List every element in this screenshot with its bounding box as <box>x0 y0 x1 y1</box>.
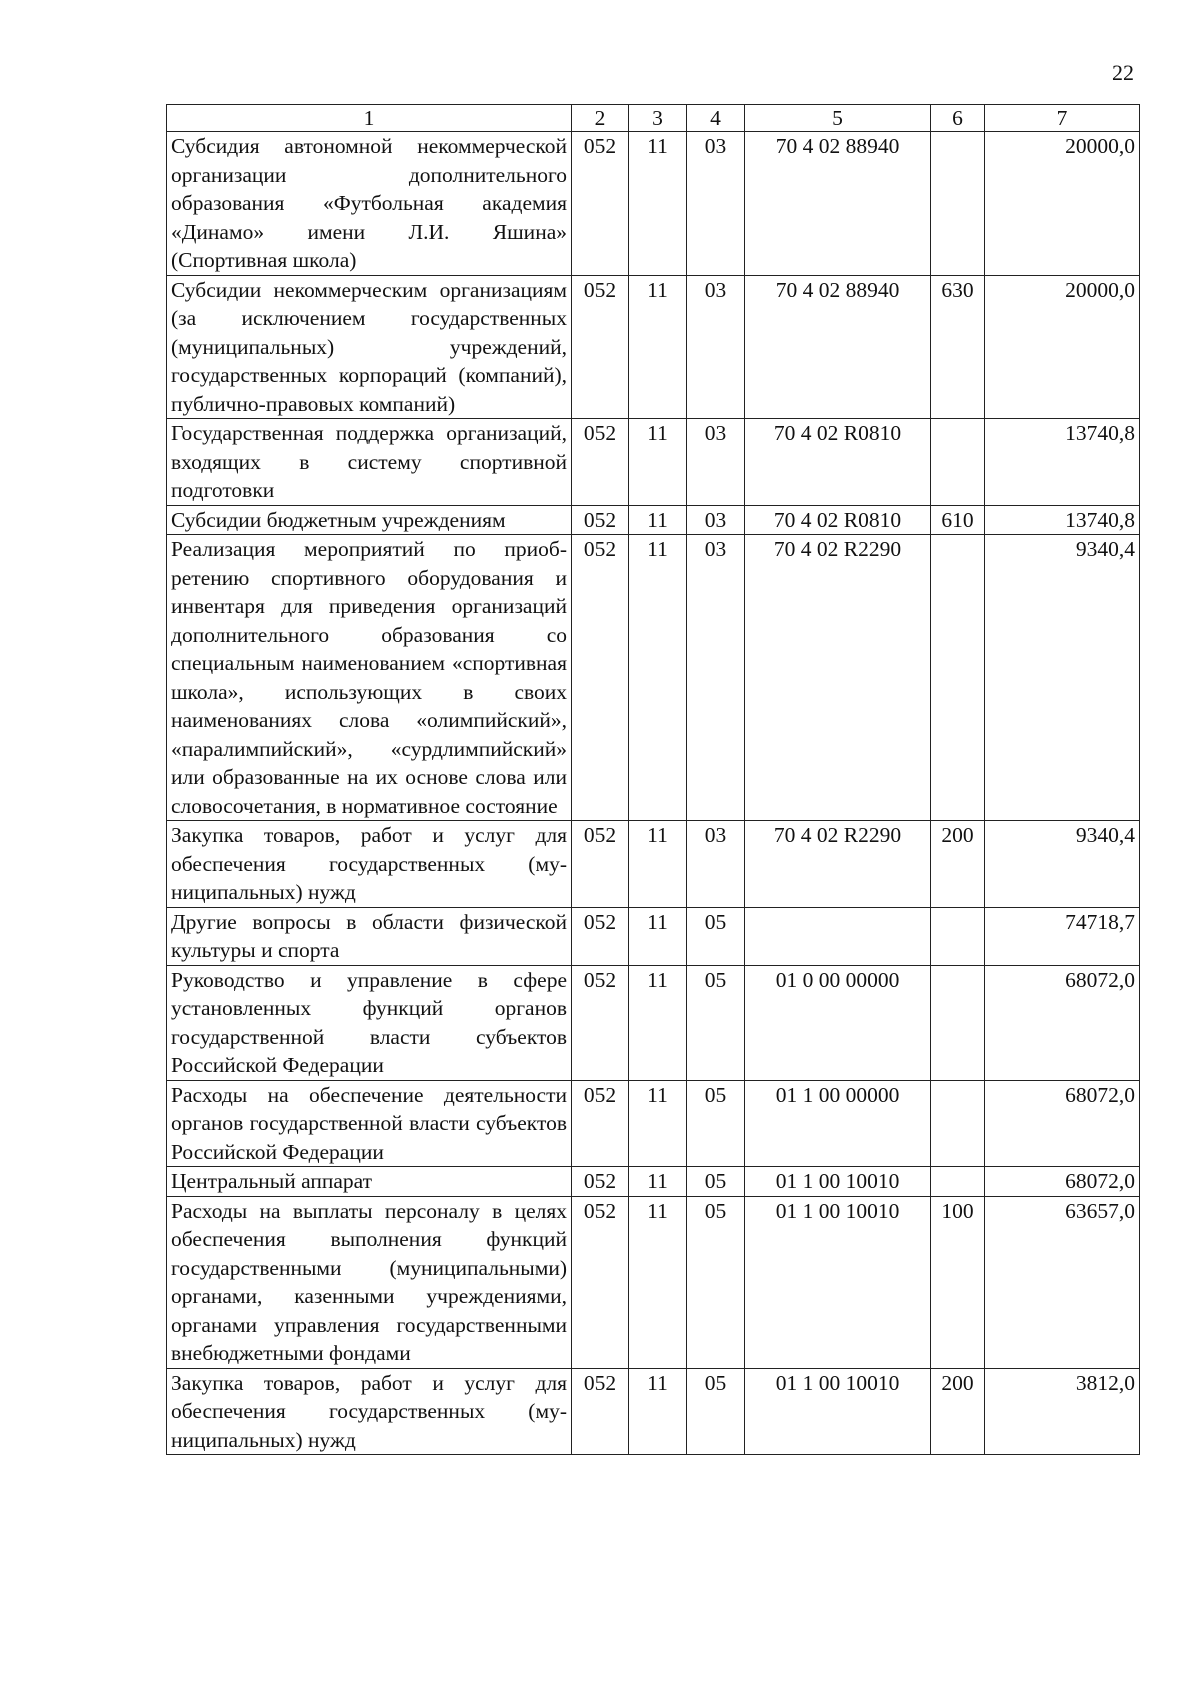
row-pr: 03 <box>687 132 745 276</box>
header-row <box>167 105 1140 132</box>
row-pr: 03 <box>687 505 745 535</box>
row-grbs: 052 <box>572 907 629 965</box>
row-rz: 11 <box>629 535 687 821</box>
row-grbs: 052 <box>572 505 629 535</box>
row-rz: 11 <box>629 275 687 419</box>
row-csr: 01 0 00 00000 <box>745 965 931 1080</box>
row-name: Субсидии бюджетным учреждениям <box>167 505 572 535</box>
row-csr: 70 4 02 88940 <box>745 275 931 419</box>
row-vr <box>931 535 985 821</box>
row-name: Расходы на выплаты персоналу в целях обеспечения выполнения функций государственными (муниципальными) органами, казенными учреждениями, органами управления государственными внебюджетными фондами <box>167 1196 572 1368</box>
row-grbs: 052 <box>572 419 629 506</box>
row-pr: 05 <box>687 1368 745 1455</box>
row-sum: 9340,4 <box>985 535 1140 821</box>
row-vr: 200 <box>931 1368 985 1455</box>
row-pr: 05 <box>687 1196 745 1368</box>
budget-table <box>166 104 1140 1455</box>
row-sum: 3812,0 <box>985 1368 1140 1455</box>
row-rz: 11 <box>629 907 687 965</box>
column-header: 7 <box>985 105 1140 132</box>
row-sum: 74718,7 <box>985 907 1140 965</box>
row-name: Центральный аппарат <box>167 1167 572 1197</box>
column-header: 3 <box>629 105 687 132</box>
row-pr: 03 <box>687 821 745 908</box>
row-csr: 01 1 00 00000 <box>745 1080 931 1167</box>
row-rz: 11 <box>629 965 687 1080</box>
table-row <box>167 535 1140 821</box>
row-rz: 11 <box>629 505 687 535</box>
column-header: 6 <box>931 105 985 132</box>
row-pr: 05 <box>687 1167 745 1197</box>
row-rz: 11 <box>629 821 687 908</box>
row-name: Государственная поддержка организаций, входящих в систему спортивной подготовки <box>167 419 572 506</box>
row-sum: 63657,0 <box>985 1196 1140 1368</box>
row-sum: 9340,4 <box>985 821 1140 908</box>
row-sum: 68072,0 <box>985 1167 1140 1197</box>
table-row <box>167 132 1140 276</box>
row-sum: 13740,8 <box>985 505 1140 535</box>
row-name: Субсидии некоммерческим организациям (за исключением государственных (муниципальных) учреждений, государственных корпораций (компаний), публично-правовых компаний) <box>167 275 572 419</box>
table-row <box>167 1167 1140 1197</box>
row-rz: 11 <box>629 132 687 276</box>
row-csr: 01 1 00 10010 <box>745 1196 931 1368</box>
page-number: 22 <box>1112 60 1134 85</box>
table-row <box>167 907 1140 965</box>
row-grbs: 052 <box>572 821 629 908</box>
row-rz: 11 <box>629 1196 687 1368</box>
row-grbs: 052 <box>572 535 629 821</box>
row-vr: 610 <box>931 505 985 535</box>
row-sum: 20000,0 <box>985 132 1140 276</box>
row-name: Другие вопросы в области физической культуры и спорта <box>167 907 572 965</box>
row-pr: 05 <box>687 965 745 1080</box>
row-pr: 03 <box>687 419 745 506</box>
row-name: Закупка товаров, работ и услуг для обеспечения государственных (муниципальных) нужд <box>167 821 572 908</box>
row-grbs: 052 <box>572 1080 629 1167</box>
row-sum: 68072,0 <box>985 965 1140 1080</box>
row-grbs: 052 <box>572 1167 629 1197</box>
row-name: Субсидия автономной некоммерческой организации дополнительного образования «Футбольная академия «Динамо» имени Л.И. Яшина» (Спортивная школа) <box>167 132 572 276</box>
row-rz: 11 <box>629 1167 687 1197</box>
row-csr: 01 1 00 10010 <box>745 1368 931 1455</box>
row-sum: 13740,8 <box>985 419 1140 506</box>
row-vr: 200 <box>931 821 985 908</box>
row-csr: 70 4 02 R2290 <box>745 535 931 821</box>
table-row <box>167 1196 1140 1368</box>
row-vr <box>931 965 985 1080</box>
row-sum: 68072,0 <box>985 1080 1140 1167</box>
row-csr: 01 1 00 10010 <box>745 1167 931 1197</box>
row-pr: 03 <box>687 535 745 821</box>
row-grbs: 052 <box>572 1368 629 1455</box>
row-rz: 11 <box>629 1080 687 1167</box>
row-csr: 70 4 02 88940 <box>745 132 931 276</box>
row-vr: 100 <box>931 1196 985 1368</box>
row-pr: 03 <box>687 275 745 419</box>
table-row <box>167 505 1140 535</box>
column-header: 5 <box>745 105 931 132</box>
column-header: 4 <box>687 105 745 132</box>
row-vr <box>931 1167 985 1197</box>
row-csr <box>745 907 931 965</box>
row-sum: 20000,0 <box>985 275 1140 419</box>
table-row <box>167 821 1140 908</box>
table-row <box>167 965 1140 1080</box>
row-grbs: 052 <box>572 132 629 276</box>
row-name: Реализация мероприятий по приобретению спортивного оборудования и инвентаря для приведения организаций дополнительного образования со специальным наименованием «спортивная школа», использующих в своих наименованиях слова «олимпийский», «паралимпийский», «сурдлимпийский» или образованные на их основе слова или словосочетания, в нормативное состояние <box>167 535 572 821</box>
row-csr: 70 4 02 R0810 <box>745 505 931 535</box>
row-vr <box>931 419 985 506</box>
row-vr <box>931 132 985 276</box>
row-rz: 11 <box>629 1368 687 1455</box>
row-vr <box>931 907 985 965</box>
column-header: 2 <box>572 105 629 132</box>
row-name: Расходы на обеспечение деятельности органов государственной власти субъектов Российской Федерации <box>167 1080 572 1167</box>
row-pr: 05 <box>687 907 745 965</box>
row-grbs: 052 <box>572 965 629 1080</box>
row-csr: 70 4 02 R0810 <box>745 419 931 506</box>
table-row <box>167 1368 1140 1455</box>
table-row <box>167 419 1140 506</box>
row-csr: 70 4 02 R2290 <box>745 821 931 908</box>
row-vr <box>931 1080 985 1167</box>
row-name: Закупка товаров, работ и услуг для обеспечения государственных (муниципальных) нужд <box>167 1368 572 1455</box>
table-row <box>167 275 1140 419</box>
row-grbs: 052 <box>572 275 629 419</box>
column-header: 1 <box>167 105 572 132</box>
row-rz: 11 <box>629 419 687 506</box>
table-row <box>167 1080 1140 1167</box>
row-vr: 630 <box>931 275 985 419</box>
row-pr: 05 <box>687 1080 745 1167</box>
row-grbs: 052 <box>572 1196 629 1368</box>
row-name: Руководство и управление в сфере установленных функций органов государственной власти субъектов Российской Федерации <box>167 965 572 1080</box>
